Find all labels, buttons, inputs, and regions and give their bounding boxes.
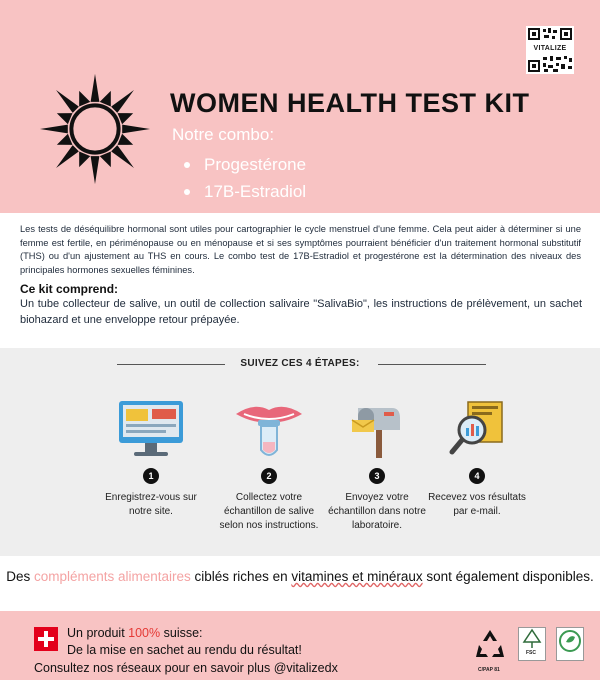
sun-ray [57,113,73,124]
step-number: 1 [143,468,159,484]
results-icon [422,400,532,460]
step-number: 2 [261,468,277,484]
footer [0,611,600,680]
recycle-label: C/PAP 81 [478,667,500,673]
combo-item-label: 17B-Estradiol [204,181,307,201]
fsc-logo-icon [518,627,546,661]
footer-text: suisse: [160,626,203,640]
sun-ray [57,134,73,145]
kit-description: Un tube collecteur de salive, un outil de collection salivaire "SalivaBio", les instructions de prélèvement, un sachet biohazard et une enveloppe retour prépayée. [20,298,582,326]
sun-ray [100,152,111,168]
supplements-highlight[interactable]: compléments alimentaires [33,569,191,584]
supplements-text-part: Des [6,569,34,584]
header-banner [0,0,600,213]
sun-ray [56,90,79,113]
step-number: 4 [469,468,485,484]
computer-icon [96,400,206,460]
step-text: Collectez votre échantillon de salive selon nos instructions. [219,492,319,531]
steps-section [0,348,600,556]
kit-title: Ce kit comprend: [20,282,119,296]
sun-ray [91,156,100,184]
step-text: Enregistrez-vous sur notre site. [105,492,197,517]
fsc-label: FSC [526,650,536,656]
sun-ray [111,145,134,168]
sun-ray [111,90,134,113]
sun-ray [118,134,134,145]
swiss-flag-icon [34,627,58,651]
sun-ray [91,74,100,102]
step-number: 3 [369,468,385,484]
mailbox-icon [322,400,432,460]
step-text: Envoyez votre échantillon dans notre laboratoire. [328,492,426,531]
bullet-icon [184,189,190,195]
supplements-text-part: ciblés riches en [190,569,292,584]
sun-ray [118,113,134,124]
sun-ray [40,125,68,134]
footer-percent: 100% [128,626,161,640]
step-text: Recevez vos résultats par e-mail. [428,492,526,517]
combo-item [184,151,306,178]
intro-paragraph: Les tests de déséquilibre hormonal sont utiles pour cartographier le cycle menstruel d'une femme. Cela peut aider à déterminer si une femme est fertile, en périménopause ou en ménopause et si ses symptômes pourraient bénéficier d'un traitement hormonal substitutif (THS) ou d'un ajustement au THS en cours. Le combo test de 17B-Estradiol et progestérone est la détermination des niveaux des principales hormones sexuelles féminines. [20,224,581,275]
combo-item-label: Progestérone [204,154,307,174]
sun-ray [56,145,79,168]
divider-right [378,364,486,365]
sun-logo-icon [36,70,154,188]
sun-ray [79,152,90,168]
combo-title: Notre combo: [172,125,275,144]
footer-text: Un produit [67,626,129,640]
eco-label-icon [556,627,584,661]
footer-process-line: De la mise en sachet au rendu du résultat! [67,643,302,657]
sun-ray [100,91,111,107]
steps-title: SUIVEZ CES 4 ÉTAPES: [240,358,360,369]
saliva-tube-icon [214,400,324,460]
page-title: WOMEN HEALTH TEST KIT [170,88,530,118]
recycle-icon [474,627,506,667]
qr-brand-label: VITALIZE [528,43,572,54]
combo-list [184,151,306,205]
supplements-text-part: sont également disponibles. [422,569,594,584]
sun-ray [79,91,90,107]
supplements-text [0,568,600,586]
sun-ray [122,125,150,134]
combo-item [184,178,306,205]
bullet-icon [184,162,190,168]
swiss-product-line [67,626,203,640]
footer-social-line[interactable]: Consultez nos réseaux pour en savoir plus @vitalizedx [34,661,338,675]
supplements-underlined: vitamines et minéraux [291,569,423,584]
tree-icon [519,628,545,650]
